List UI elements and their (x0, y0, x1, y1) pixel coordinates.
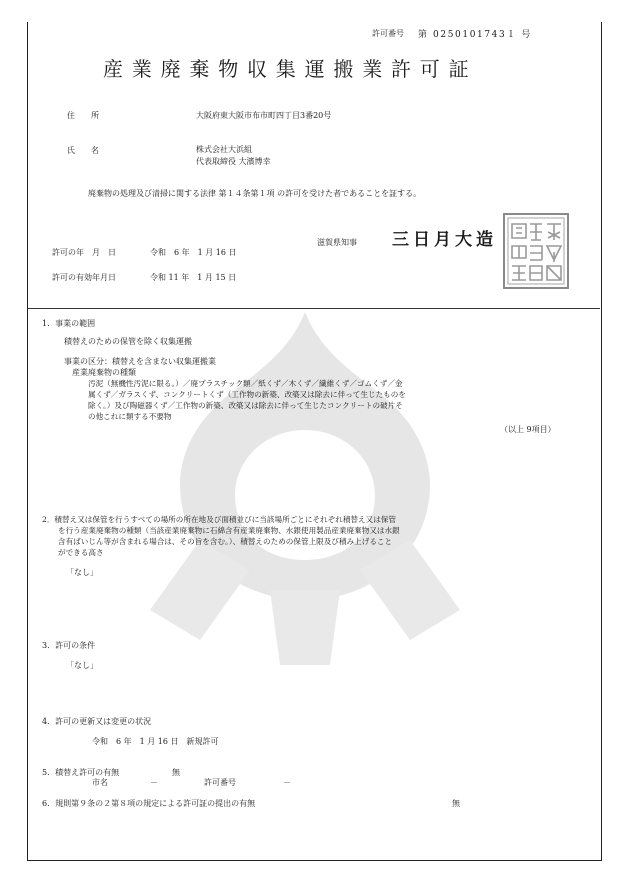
expiry-date: 令和 11 年 1 月 15 日 (150, 273, 237, 282)
permit-number-label: 許可番号 (372, 29, 404, 38)
city-value: － (150, 778, 158, 787)
transfer-permit-label: 許可番号 (204, 778, 236, 787)
section-3-heading: 3．許可の条件 (42, 641, 96, 650)
representative-name: 代表取締役 大濱博幸 (196, 157, 271, 166)
waste-types-count: （以上 9項目） (500, 425, 556, 434)
document-title: 産業廃棄物収集運搬業許可証 (103, 57, 478, 81)
waste-types-line-3: 除く。）及び陶磁器くず／工作物の新築、改築又は除去に伴って生じたコンクリートの破片そ (88, 401, 403, 410)
section-2-value: 「なし」 (66, 568, 98, 577)
section-divider (27, 308, 600, 309)
name-label: 氏 名 (67, 146, 99, 155)
address-label: 住 所 (67, 111, 99, 120)
section-1-heading: 1．事業の範囲 (42, 319, 96, 328)
issuer-office: 滋賀県知事 (317, 238, 357, 247)
section-2-heading-line-1: 2．積替え又は保管を行うすべての場所の所在地及び面積並びに当該場所ごとにそれぞれ積替え又は保管 (42, 515, 396, 524)
section-2-heading-line-3: 含有ばいじん等が含まれる場合は、その旨を含む。）、積替えのための保管上限及び積み上げること (58, 537, 393, 546)
waste-types-line-4: の他これに類する不要物 (88, 412, 172, 421)
section-6-heading: 6．規則第９条の２第８項の規定による許可証の提出の有無 (42, 799, 256, 808)
section-3-value: 「なし」 (66, 661, 98, 670)
issued-date: 令和 6 年 1 月 16 日 (150, 248, 237, 257)
waste-types-label: 産業廃棄物の種類 (72, 368, 136, 377)
section-4-heading: 4．許可の更新又は変更の状況 (42, 717, 152, 726)
transfer-permit-value: － (283, 778, 291, 787)
company-name: 株式会社大浜組 (196, 145, 252, 154)
waste-types-line-1: 汚泥（無機性汚泥に限る。）／廃プラスチック類／紙くず／木くず／繊維くず／ゴムくず／金 (88, 379, 403, 388)
section-5-value: 無 (172, 768, 180, 777)
section-4-value: 令和 6 年 1 月 16 日 新規許可 (92, 737, 219, 746)
waste-types-line-2: 属くず／ガラスくず、コンクリートくず（工作物の新築、改築又は除去に伴って生じたものを (88, 390, 406, 399)
certification-statement: 廃棄物の処理及び清掃に関する法律 第１４条第１項 の許可を受けた者であることを証する。 (88, 189, 422, 198)
official-seal-icon (502, 212, 570, 290)
section-6-value: 無 (452, 799, 460, 808)
permit-number: 第 0250101743１ 号 (418, 30, 532, 40)
business-scope: 積替えのための保管を除く収集運搬 (64, 337, 192, 346)
section-2-heading-line-4: ができる高さ (58, 548, 104, 557)
city-label: 市名 (92, 778, 108, 787)
section-2-heading-line-2: を行う産業廃棄物の種類（当該産業廃棄物に石綿含有産業廃棄物、水銀使用製品産業廃棄物又は水銀 (58, 526, 400, 535)
business-division: 事業の区分：積替えを含まない収集運搬業 (64, 357, 216, 366)
address-value: 大阪府東大阪市布市町四丁目3番20号 (196, 111, 332, 120)
issued-date-label: 許可の年 月 日 (52, 248, 116, 257)
section-5-heading: 5．積替え許可の有無 (42, 768, 120, 777)
issuer-name: 三日月大造 (392, 230, 497, 250)
expiry-date-label: 許可の有効年月日 (52, 273, 116, 282)
